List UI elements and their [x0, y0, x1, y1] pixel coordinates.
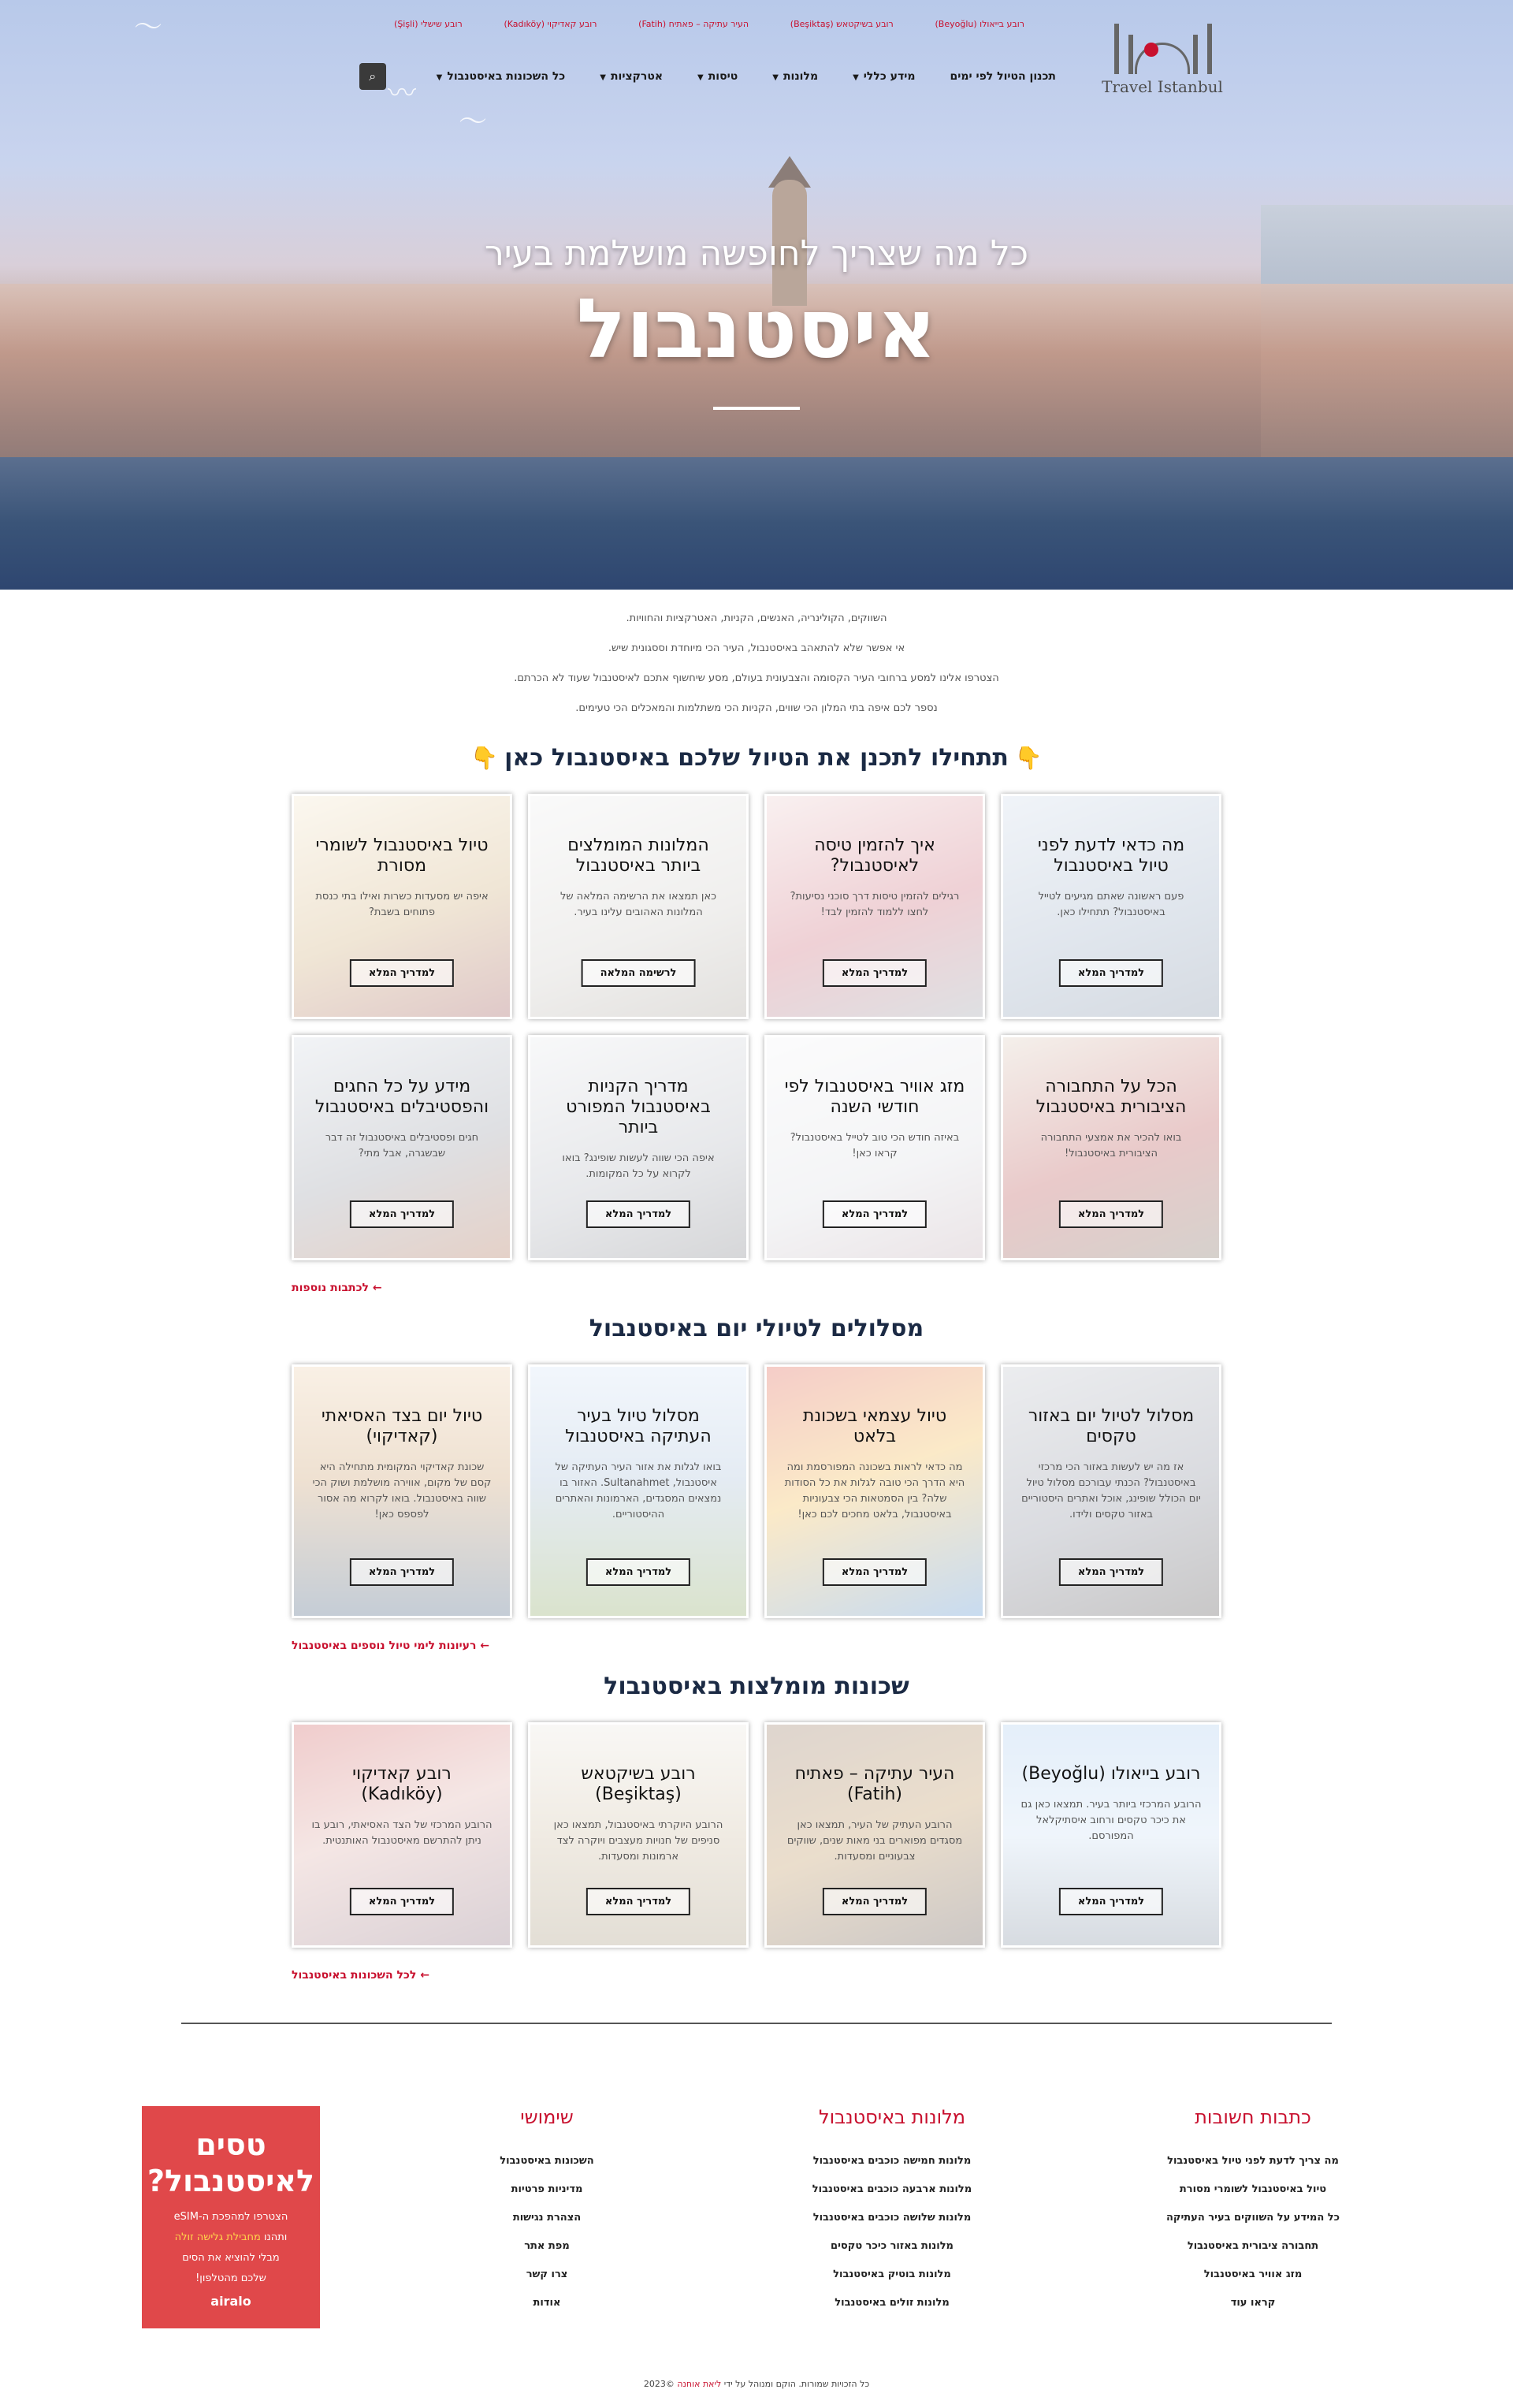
more-articles-link[interactable]: ← לכתבות נוספות	[292, 1282, 382, 1294]
intro-text	[0, 590, 1513, 724]
card-text: איפה הכי שווה לעשות שופינג? בואו לקרוא על כל המקומות.	[562, 1152, 715, 1180]
hero-subtitle: כל מה שצריך לחופשה מושלמת בעיר	[484, 233, 1029, 274]
chevron-down-icon: ▼	[853, 73, 859, 82]
card-text: אז מה יש לעשות באזור הכי מרכזי באיסטנבול? הכנתי עבורכם מסלול טיול יום הכולל שופינג, אוכל ואתרים היסטוריים באזור טקסים ולידו.	[1021, 1461, 1201, 1520]
footer-link[interactable]: מדיניות פרטיות	[511, 2183, 583, 2195]
card-title: העיר עתיקה – פאתיח (Fatih)	[794, 1764, 955, 1804]
card-button[interactable]: למדריך המלא	[586, 1558, 690, 1586]
intro-line: הצטרפו אלינו למסע ברחובי העיר הקסומה והצבעונית בעולם, מסע שיחשוף אתכם לאיסטנבול שעוד לא הכרתם.	[514, 672, 999, 684]
nav-flights[interactable]: טיסות▼	[697, 70, 738, 83]
intro-line: אי אפשר שלא להתאהב באיסטנבול, העיר הכי מיוחדת וססגונית שיש.	[608, 642, 905, 654]
card-title: רובע בשיקטאש (Beşiktaş)	[581, 1764, 696, 1804]
route-card	[764, 1364, 985, 1618]
pointing-down-icon: 👇	[1014, 745, 1043, 771]
neighborhood-card	[764, 1722, 985, 1948]
footer-link[interactable]: טיול באיסטנבול לשומרי מסורת	[1179, 2183, 1327, 2195]
intro-line: נספר לכם איפה בתי המלון הכי שווים, הקניות הכי משתלמות והמאכלים הכי טעימים.	[575, 702, 938, 714]
hero-title: איסטנבול	[576, 281, 937, 377]
card-button[interactable]: לרשימה המלאה	[582, 959, 696, 987]
card-text: כאן תמצאו את הרשימה המלאה של המלונות האהובים עלינו בעיר.	[559, 891, 717, 918]
card-button[interactable]: למדריך המלא	[350, 1888, 454, 1915]
site-footer	[142, 2106, 1371, 2328]
card-text: בואו לגלות את אזור העיר העתיקה של איסטנבול, Sultanahmet. האזור בו נמצאים המסגדים, הארמונות והאתרים ההיסטוריים.	[555, 1461, 722, 1520]
plan-card	[764, 794, 985, 1019]
card-button[interactable]: למדריך המלא	[1059, 1200, 1163, 1228]
card-text: מה כדאי לראות בשכונה המפורסמת ומה היא הדרך הכי טובה לגלות את כל הסודות שלה? בין הסמטאות הכי צבעוניות באיסטנבול, בלאט מחכים לכם כאן!	[784, 1461, 965, 1520]
route-card	[292, 1364, 512, 1618]
hoods-grid	[292, 1722, 1221, 1948]
copyright: כל הזכויות שמורות. הוקם ומנוהל על ידי ליאת אוחנה ©2023	[643, 2379, 870, 2389]
nav-hotels[interactable]: מלונות▼	[772, 70, 819, 83]
plan-card	[292, 794, 512, 1019]
card-title: הכל על התחבורה הציבורית באיסטנבול	[1035, 1077, 1187, 1117]
card-text: איפה יש מסעדות כשרות ואילו בתי כנסת פתוחים בשבת?	[315, 891, 489, 918]
footer-link[interactable]: מלונות ארבעה כוכבים באיסטנבול	[812, 2183, 972, 2195]
footer-divider	[181, 2023, 1332, 2024]
top-links-bar	[0, 19, 1513, 43]
card-text: פעם ראשונה שאתם מגיעים לטייל באיסטנבול? תתחילו כאן.	[1038, 891, 1184, 918]
top-link-besiktas[interactable]: רובע בשיקטאש (Beşiktaş)	[790, 19, 894, 29]
neighborhood-card	[528, 1722, 749, 1948]
card-title: איך להזמין טיסה לאיסטנבול?	[814, 836, 935, 876]
routes-title: מסלולים לטיולי יום באיסטנבול	[589, 1315, 924, 1342]
footer-col-hotels	[774, 2106, 1010, 2328]
card-button[interactable]: למדריך המלא	[350, 959, 454, 987]
card-button[interactable]: למדריך המלא	[823, 1558, 927, 1586]
pointing-down-icon: 👇	[470, 745, 499, 771]
footer-link[interactable]: הצהרת נגישות	[512, 2212, 582, 2224]
footer-link[interactable]: מלונות בוטיק באיסטנבול	[833, 2268, 951, 2280]
card-title: מזג אוויר באיסטנבול לפי חודשי השנה	[784, 1077, 965, 1117]
footer-col-useful	[444, 2106, 649, 2328]
hero-divider	[713, 407, 800, 410]
hero-water	[0, 457, 1513, 590]
footer-link[interactable]: אודות	[533, 2297, 561, 2309]
card-button[interactable]: למדריך המלא	[586, 1888, 690, 1915]
more-hoods-row	[292, 1967, 1221, 1982]
card-title: המלונות המומלצים ביותר באיסטנבול	[567, 836, 709, 876]
plan-card	[764, 1035, 985, 1260]
search-icon: ⌕	[369, 69, 377, 84]
footer-link[interactable]: מה צריך לדעת לפני טיול באיסטנבול	[1167, 2155, 1339, 2167]
card-text: הרובע היוקרתי באיסטנבול, תמצאו כאן סניפים של חנויות מעצבים ויוקרה לצד ארמונות ומסעדות.	[553, 1819, 723, 1863]
card-button[interactable]: למדריך המלא	[350, 1200, 454, 1228]
top-link-fatih[interactable]: העיר עתיקה – פאתיח (Fatih)	[638, 19, 749, 29]
footer-link[interactable]: מלונות חמישה כוכבים באיסטנבול	[812, 2155, 972, 2167]
neighborhood-card	[292, 1722, 512, 1948]
more-routes-row	[292, 1637, 1221, 1652]
card-title: מה כדאי לדעת לפני טיול באיסטנבול	[1037, 836, 1185, 876]
chevron-down-icon: ▼	[772, 73, 779, 82]
route-card	[1001, 1364, 1221, 1618]
card-text: בואו להכיר את אמצעי התחבורה הציבורית באיסטנבול!	[1040, 1132, 1182, 1159]
card-text: חגים ופסטיבלים באיסטנבול זה דבר שבשגרה, אבל מתי?	[325, 1132, 479, 1159]
hoods-title: שכונות מומלצות באיסטנבול	[604, 1673, 909, 1700]
card-button[interactable]: למדריך המלא	[586, 1200, 690, 1228]
card-title: טיול עצמאי בשכונת בלאט	[802, 1406, 947, 1446]
card-title: רובע בייאולו (Beyoğlu)	[1021, 1764, 1201, 1784]
card-text: הרובע העתיק של העיר, תמצאו כאן מסגדים מפוארים בני מאות שנים, שווקים צבעוניים ומסעדות.	[786, 1819, 963, 1863]
esim-promo-banner[interactable]	[142, 2106, 320, 2328]
routes-grid	[292, 1364, 1221, 1618]
footer-col-articles	[1135, 2106, 1371, 2328]
card-text: הרובע המרכזי ביותר בעיר. תמצאו כאן גם את כיכר טקסים ורחוב איסתיקלאל המפורסם.	[1020, 1799, 1202, 1842]
nav-daily-plan[interactable]: תכנון הטיול לפי ימים	[950, 70, 1056, 83]
footer-link[interactable]: מזג אוויר באיסטנבול	[1203, 2268, 1303, 2280]
card-text: באיזה חודש הכי טוב לטייל באיסטנבול? קראו כאן!	[790, 1132, 960, 1159]
footer-col-title: שימושי	[520, 2106, 574, 2128]
plan-card	[528, 794, 749, 1019]
footer-link[interactable]: מלונות באזור כיכר טקסים	[831, 2240, 954, 2252]
airalo-logo: airalo	[210, 2294, 251, 2309]
footer-link[interactable]: צרו קשר	[526, 2268, 568, 2280]
more-articles-row	[292, 1279, 1221, 1294]
footer-link[interactable]: כל המידע על השווקים בעיר העתיקה	[1165, 2212, 1340, 2224]
seagull-icon: 〰	[388, 77, 417, 110]
seagull-icon: 〜	[134, 11, 163, 43]
card-button[interactable]: למדריך המלא	[823, 1888, 927, 1915]
route-card	[528, 1364, 749, 1618]
more-hoods-link[interactable]: ← לכל השכונות באיסטנבול	[292, 1969, 429, 1982]
footer-link[interactable]: קראו עוד	[1230, 2297, 1276, 2309]
more-routes-link[interactable]: ← רעיונות לימי טיול נוספים באיסטנבול	[292, 1639, 490, 1652]
nav-neighborhoods[interactable]: כל השכונות באיסטנבול▼	[436, 70, 566, 83]
footer-link[interactable]: מלונות שלושה כוכבים באיסטנבול	[812, 2212, 972, 2224]
seagull-icon: 〜	[459, 106, 488, 138]
promo-text: הצטרפו למהפכת ה-eSIM ותהנו מחבילת גלישה זולה מבלי להוציא את הסים שלכם מהטלפון!	[173, 2211, 288, 2284]
arrow-left-icon: ←	[416, 1969, 429, 1982]
plan-title: 👇תתחילו לתכנן את הטיול שלכם באיסטנבול כאן👇	[470, 744, 1043, 772]
card-text: שכונת קאדיקוי המקומית מתחילה היא קסם של מקום, אווירה מושלמת ושוק הכי שווה באיסטנבול. בואו לקרוא מה אסור לפספס כאן!	[312, 1461, 492, 1520]
promo-headline: טסים לאיסטנבול?	[147, 2127, 314, 2198]
footer-col-title: מלונות באיסטנבול	[818, 2106, 966, 2128]
chevron-down-icon: ▼	[436, 73, 443, 82]
card-title: טיול יום בצד האסיאתי (קאדיקוי)	[321, 1406, 483, 1446]
chevron-down-icon: ▼	[697, 73, 704, 82]
mosque-logo-icon	[1111, 19, 1214, 74]
nav-general-info[interactable]: מידע כללי▼	[853, 70, 916, 83]
top-link-kadikoy[interactable]: רובע קאדיקוי (Kadıköy)	[504, 19, 597, 29]
card-button[interactable]: למדריך המלא	[1059, 959, 1163, 987]
hero-section	[0, 0, 1513, 590]
card-title: מסלול טיול בעיר העתיקה באיסטנבול	[565, 1406, 712, 1446]
card-button[interactable]: למדריך המלא	[350, 1558, 454, 1586]
site-logo[interactable]	[1099, 16, 1225, 95]
card-button[interactable]: למדריך המלא	[823, 959, 927, 987]
plan-card	[528, 1035, 749, 1260]
plan-card	[1001, 1035, 1221, 1260]
nav-attractions[interactable]: אטרקציות▼	[600, 70, 664, 83]
turkish-flag-icon	[1144, 43, 1158, 57]
search-button[interactable]	[359, 63, 386, 90]
author-link[interactable]: ליאת אוחנה	[677, 2379, 722, 2389]
footer-link[interactable]: מפת אתר	[524, 2240, 570, 2252]
card-title: טיול באיסטנבול לשומרי מסורת	[315, 836, 489, 876]
intro-line: השווקים, הקולינריה, האנשים, הקניות, האטרקציות והחוויות.	[626, 612, 887, 624]
card-button[interactable]: למדריך המלא	[1059, 1888, 1163, 1915]
plan-card	[292, 1035, 512, 1260]
card-title: מסלול לטיול יום באזור טקסים	[1028, 1406, 1195, 1446]
card-title: מדריך הקניות באיסטנבול המפורט ביותר	[566, 1077, 711, 1137]
plan-grid	[292, 794, 1221, 1260]
footer-col-title: כתבות חשובות	[1195, 2106, 1311, 2128]
card-title: רובע קאדיקוי (Kadıköy)	[352, 1764, 452, 1804]
footer-link[interactable]: השכונות באיסטנבול	[500, 2155, 594, 2167]
card-button[interactable]: למדריך המלא	[823, 1200, 927, 1228]
chevron-down-icon: ▼	[600, 73, 606, 82]
logo-text: Travel Istanbul	[1102, 77, 1223, 96]
card-text: הרובע המרכזי של הצד האסיאתי, רובע בו ניתן להתרשם מאיסטנבול האותנטית.	[311, 1819, 493, 1847]
card-text: רגילים להזמין טיסות דרך סוכני נסיעות? לחצו ללמוד להזמין לבד!	[790, 891, 960, 918]
plan-card	[1001, 794, 1221, 1019]
top-link-beyoglu[interactable]: רובע בייאולו (Beyoğlu)	[935, 19, 1024, 29]
card-title: מידע על כל החגים והפסטיבלים באיסטנבול	[314, 1077, 489, 1117]
top-link-sisli[interactable]: רובע שישלי (Şişli)	[394, 19, 463, 29]
arrow-left-icon: ←	[476, 1639, 490, 1652]
footer-link[interactable]: מלונות זולים באיסטנבול	[835, 2297, 950, 2309]
main-nav	[347, 63, 1056, 90]
arrow-left-icon: ←	[369, 1282, 382, 1294]
card-button[interactable]: למדריך המלא	[1059, 1558, 1163, 1586]
neighborhood-card	[1001, 1722, 1221, 1948]
footer-link[interactable]: תחבורה ציבורית באיסטנבול	[1187, 2240, 1319, 2252]
